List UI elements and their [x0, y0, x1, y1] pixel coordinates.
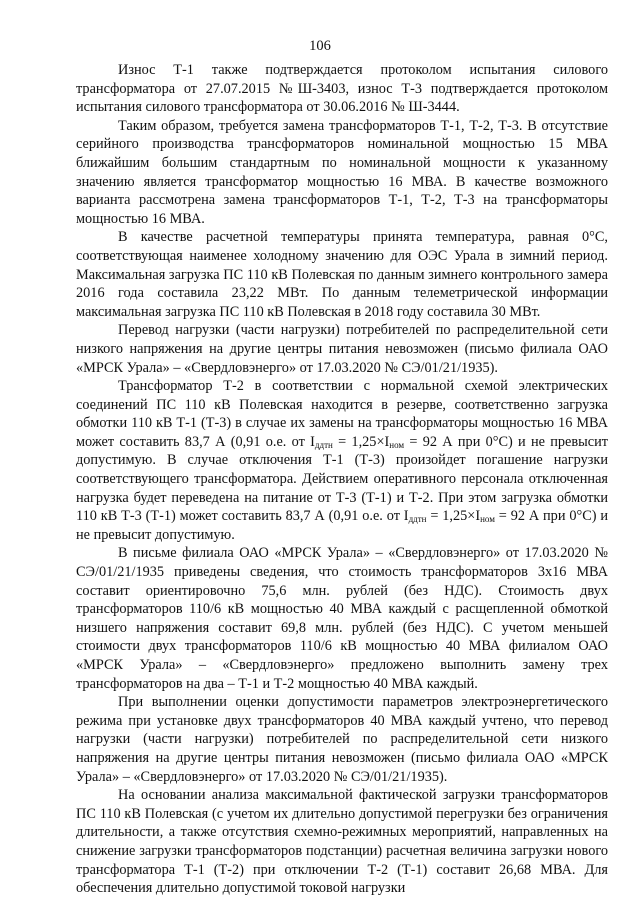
paragraph-cost-letter: В письме филиала ОАО «МРСК Урала» – «Свердловэнерго» от 17.03.2020 № СЭ/01/21/1935 приведены сведения, что стоимость трансформаторов 3х16 МВА составит ориентировочно 75,6 млн. рублей (без НДС). Стоимость двух трансформаторов 110/6 кВ мощностью 40 МВА каждый с расщепленной обмоткой низшего напряжения составит 69,8 млн. рублей (без НДС). С учетом меньшей стоимости двух трансформаторов 110/6 кВ мощностью 40 МВА филиалом ОАО «МРСК Урала» – «Свердловэнерго» предложено выполнить замену трех трансформаторов на два – Т-1 и Т-2 мощностью 40 МВА каждый. — [76, 545, 608, 692]
paragraph-t2-text-5: = 92 А при 0°С) и не превысит допустимую. — [76, 508, 608, 543]
subscript-ddtn-2: ддтн — [408, 514, 427, 525]
paragraph-t2-text-1: Трансформатор Т-2 в соответствии с нормальной схемой электрических соединений ПС 110 кВ Полевская находится в резерве, соответственно загрузка обмотки 110 кВ Т-1 (Т-3) в случае их замены на трансформаторы мощностью 16 МВА может составить 83,7 А (0,91 о.е. от I — [76, 378, 608, 450]
paragraph-t2-text-2: = 1,25×I — [332, 433, 390, 450]
paragraph-wear-protocols: Износ Т-1 также подтверждается протоколом испытания силового трансформатора от 27.07.2015 №Ш-3403, износ Т-3 подтверждается протоколом испытания силового трансформатора от 30.06.2016 № Ш-3444. — [76, 62, 608, 116]
subscript-ddtn-1: ддтн — [314, 439, 333, 450]
subscript-nom-1: ном — [389, 439, 405, 450]
paragraph-load-transfer: Перевод нагрузки (части нагрузки) потребителей по распределительной сети низкого напряжения на другие центры питания невозможен (письмо филиала ОАО «МРСК Урала» – «Свердловэнерго» от 17.03.2020 № СЭ/01/21/1935). — [76, 322, 608, 376]
paragraph-t2-text-3: = 92 А при 0°С) и не превысит допустимую. В случае отключения Т-1 (Т-3) произойдет погашение нагрузки соответствующего трансформатора. Действием оперативного персонала отключенная нагрузка будет переведена на питание от Т-3 (Т-1) и Т-2. При этом загрузка обмотки 110 кВ Т-3 (Т-1) может составить 83,7 А (0,91 о.е. от I — [76, 433, 608, 525]
paragraph-load-analysis: На основании анализа максимальной фактической загрузки трансформаторов ПС 110 кВ Полевская (с учетом их длительно допустимой перегрузки без ограничения длительности, а также отсутствия схемно-режимных мероприятий, направленных на снижение загрузки трансформаторов подстанции) расчетная величина загрузки нового трансформатора Т-1 (Т-2) при отключении Т-2 (Т-1) составит 26,68 МВА. Для обеспечения длительно допустимой токовой нагрузки — [76, 787, 608, 897]
subscript-nom-2: ном — [480, 514, 495, 525]
paragraph-assessment-40mva: При выполнении оценки допустимости параметров электроэнергетического режима при установке двух трансформаторов 40 МВА каждый учтено, что перевод нагрузки (части нагрузки) потребителей по распределительной сети низкого напряжения на другие центры питания невозможен (письмо филиала ОАО «МРСК Урала» – «Свердловэнерго» от 17.03.2020 № СЭ/01/21/1935). — [76, 694, 608, 785]
paragraph-design-temperature: В качестве расчетной температуры принята температура, равная 0°С, соответствующая наименее холодному значению для ОЭС Урала в зимний период. Максимальная загрузка ПС 110 кВ Полевская по данным зимнего контрольного замера 2016 года составила 23,22 МВт. По данным телеметрической информации максимальная загрузка ПС 110 кВ Полевская в 2018 году составила 30 МВт. — [76, 229, 608, 320]
paragraph-replacement-need: Таким образом, требуется замена трансформаторов Т-1, Т-2, Т-3. В отсутствие серийного производства трансформаторов номинальной мощностью 15 МВА ближайшим большим стандартным по номинальной мощности к указанному значению является трансформатор мощностью 16 МВА. В качестве возможного варианта рассмотрена замена трансформаторов Т-1, Т-2, Т-3 на трансформаторы мощностью 16 МВА. — [76, 117, 608, 227]
paragraph-t2-text-4: = 1,25×I — [426, 508, 481, 525]
page-number: 106 — [309, 38, 331, 54]
document-body — [76, 61, 608, 898]
paragraph-t2-reserve — [76, 377, 608, 544]
